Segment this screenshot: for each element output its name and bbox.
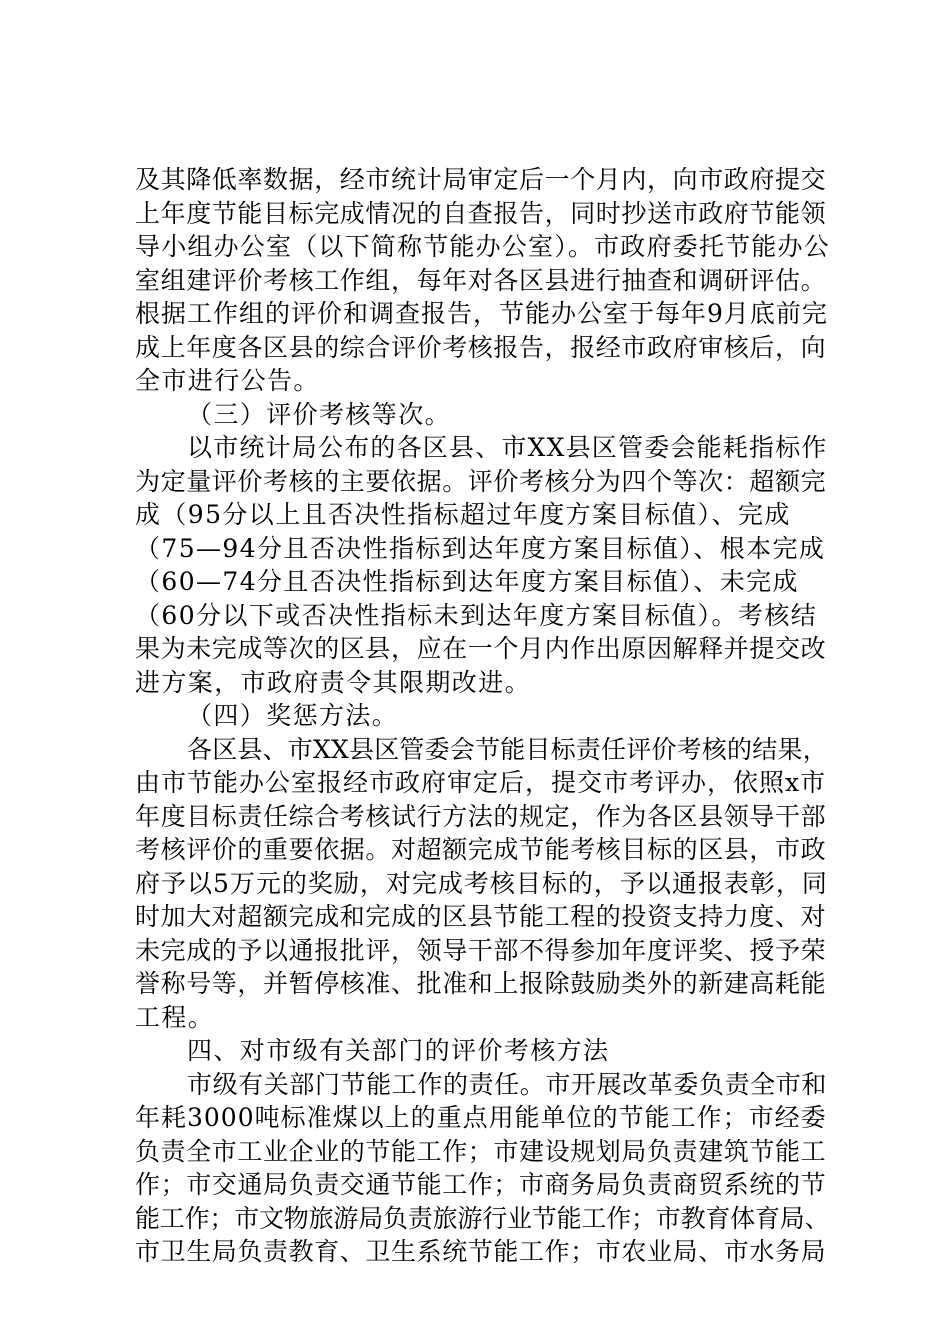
text-line: 由市节能办公室报经市政府审定后，提交市考评办，依照x市 <box>135 768 827 797</box>
text-line: 考核评价的重要依据。对超额完成节能考核目标的区县，市政 <box>135 835 827 864</box>
text-line: 上年度节能目标完成情况的自查报告，同时抄送市政府节能领 <box>135 198 827 228</box>
text-line: 为定量评价考核的主要依据。评价考核分为四个等次：超额完 <box>135 466 827 496</box>
text-line: 四、对市级有关部门的评价考核方法 <box>187 1036 610 1065</box>
text-line: 及其降低率数据，经市统计局审定后一个月内，向市政府提交 <box>135 165 827 194</box>
text-line: 府予以5万元的奖励，对完成考核目标的，予以通报表彰，同 <box>135 868 828 898</box>
text-line: 作；市交通局负责交通节能工作；市商务局负责商贸系统的节 <box>135 1170 827 1199</box>
text-line: （75—94分且否决性指标到达年度方案目标值）、根本完成 <box>135 533 826 563</box>
document-body <box>135 163 831 1269</box>
text-line: 以市统计局公布的各区县、市XX县区管委会能耗指标作 <box>187 433 828 462</box>
text-line: 根据工作组的评价和调查报告，节能办公室于每年9月底前完 <box>135 299 828 328</box>
text-line: （60分以下或否决性指标未到达年度方案目标值）。考核结 <box>135 600 818 630</box>
text-line: 市卫生局负责教育、卫生系统节能工作；市农业局、市水务局 <box>135 1237 827 1266</box>
text-line: 导小组办公室（以下简称节能办公室）。市政府委托节能办公 <box>135 232 830 261</box>
text-line: 能工作；市文物旅游局负责旅游行业节能工作；市教育体育局、 <box>135 1203 830 1233</box>
text-line: 年耗3000吨标准煤以上的重点用能单位的节能工作；市经委 <box>135 1103 827 1132</box>
text-line: （60—74分且否决性指标到达年度方案目标值）、未完成 <box>135 567 799 596</box>
text-line: 市级有关部门节能工作的责任。市开展改革委负责全市和 <box>187 1069 828 1099</box>
text-line: 誉称号等，并暂停核准、批准和上报除鼓励类外的新建高耗能 <box>135 969 827 998</box>
text-line: 负责全市工业企业的节能工作；市建设规划局负责建筑节能工 <box>135 1136 827 1166</box>
text-line: 果为未完成等次的区县，应在一个月内作出原因解释并提交改 <box>135 634 827 663</box>
text-line: 年度目标责任综合考核试行方法的规定，作为各区县领导干部 <box>135 801 827 831</box>
text-line: 室组建评价考核工作组，每年对各区县进行抽查和调研评估。 <box>135 265 827 295</box>
text-line: 未完成的予以通报批评，领导干部不得参加年度评奖、授予荣 <box>135 935 827 965</box>
text-line: 成（95分以上且否决性指标超过年度方案目标值）、完成 <box>135 500 791 529</box>
text-line: 成上年度各区县的综合评价考核报告，报经市政府审核后，向 <box>135 332 827 362</box>
text-line: 全市进行公告。 <box>135 366 320 395</box>
text-line: 工程。 <box>135 1002 215 1032</box>
text-line: 时加大对超额完成和完成的区县节能工程的投资支持力度、对 <box>135 902 827 931</box>
text-line: （四）奖惩方法。 <box>187 701 399 730</box>
text-line: 进方案，市政府责令其限期改进。 <box>135 667 532 697</box>
text-line: 各区县、市XX县区管委会节能目标责任评价考核的结果， <box>187 734 828 764</box>
text-line: （三）评价考核等次。 <box>187 399 452 429</box>
